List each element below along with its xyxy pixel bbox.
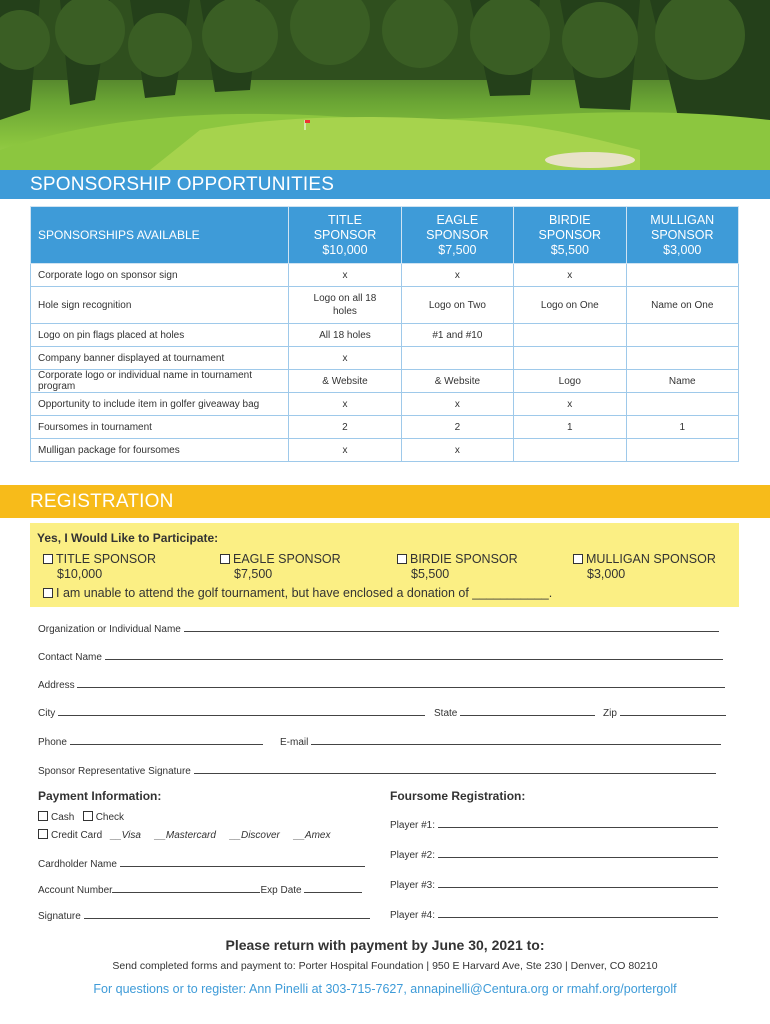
golf-course-photo	[0, 0, 770, 170]
address-input-line[interactable]	[77, 677, 725, 688]
field-label: Player #2:	[390, 850, 436, 861]
player-3-input-line[interactable]	[438, 877, 718, 888]
state-field[interactable]	[434, 705, 595, 719]
option-birdie-sponsor[interactable]	[397, 552, 518, 582]
table-cell	[626, 264, 738, 287]
option-label: TITLE SPONSOR	[56, 552, 157, 566]
card-mastercard[interactable]: __Mastercard	[154, 830, 216, 841]
sponsor-signature-input-line[interactable]	[194, 763, 716, 774]
exp-date-label: Exp Date	[260, 885, 302, 896]
table-cell: 2	[401, 416, 513, 439]
field-label: Player #3:	[390, 880, 436, 891]
address-field[interactable]	[38, 677, 725, 691]
table-cell: Logo	[514, 370, 626, 393]
organization-field[interactable]	[38, 621, 719, 635]
option-price: $3,000	[587, 567, 626, 581]
field-label: City	[38, 708, 56, 719]
table-row	[31, 370, 739, 393]
field-label: Phone	[38, 737, 67, 748]
checkbox-birdie-sponsor[interactable]	[397, 554, 407, 564]
table-cell: Logo on Two	[401, 287, 513, 324]
column-header-sponsorships: SPONSORSHIPS AVAILABLE	[31, 207, 289, 264]
checkbox-check[interactable]	[83, 811, 93, 821]
option-mulligan-sponsor[interactable]	[573, 552, 716, 582]
payment-signature-field[interactable]	[38, 908, 370, 922]
field-label: Signature	[38, 911, 81, 922]
field-label: Organization or Individual Name	[38, 624, 181, 635]
field-label: Contact Name	[38, 652, 102, 663]
email-field[interactable]	[280, 734, 721, 748]
table-row	[31, 264, 739, 287]
zip-input-line[interactable]	[620, 705, 726, 716]
donation-label: I am unable to attend the golf tournament, but have enclosed a donation of ___________.	[56, 586, 553, 600]
foursome-section-title: Foursome Registration:	[390, 789, 526, 803]
phone-field[interactable]	[38, 734, 263, 748]
field-label: Account Number	[38, 885, 113, 896]
checkbox-eagle-sponsor[interactable]	[220, 554, 230, 564]
player-2-input-line[interactable]	[438, 847, 718, 858]
player-1-input-line[interactable]	[438, 817, 718, 828]
donation-option[interactable]	[43, 586, 552, 600]
option-label: MULLIGAN SPONSOR	[586, 552, 716, 566]
column-header-mulligan-sponsor: MULLIGAN SPONSOR $3,000	[626, 207, 738, 264]
mailing-address: Send completed forms and payment to: Porter Hospital Foundation | 950 E Harvard Ave, Ste 230 | Denver, CO 80210	[112, 960, 658, 972]
table-cell: All 18 holes	[289, 324, 401, 347]
row-label: Corporate logo on sponsor sign	[31, 264, 289, 287]
table-cell	[626, 393, 738, 416]
player-4-field[interactable]	[390, 907, 718, 921]
table-cell: #1 and #10	[401, 324, 513, 347]
field-label: E-mail	[280, 737, 309, 748]
field-label: State	[434, 708, 458, 719]
field-label: Cardholder Name	[38, 859, 117, 870]
option-price: $5,500	[411, 567, 450, 581]
cardholder-field[interactable]	[38, 856, 365, 870]
sponsorship-table	[30, 206, 739, 462]
golf-course-illustration	[0, 0, 770, 170]
table-cell: Name on One	[626, 287, 738, 324]
table-cell: x	[289, 393, 401, 416]
option-price: $10,000	[57, 567, 103, 581]
contact-info[interactable]: For questions or to register: Ann Pinelli at 303-715-7627, annapinelli@Centura.org or rmahf.org/portergolf	[93, 982, 677, 996]
table-cell: x	[514, 393, 626, 416]
contact-name-input-line[interactable]	[105, 649, 723, 660]
table-row	[31, 439, 739, 462]
row-label: Mulligan package for foursomes	[31, 439, 289, 462]
exp-date-input-line[interactable]	[304, 882, 362, 893]
table-cell: 1	[626, 416, 738, 439]
field-label: Player #1:	[390, 820, 436, 831]
row-label: Logo on pin flags placed at holes	[31, 324, 289, 347]
checkbox-donation[interactable]	[43, 588, 53, 598]
table-cell: x	[401, 264, 513, 287]
field-label: Zip	[603, 708, 617, 719]
option-eagle-sponsor[interactable]	[220, 552, 341, 582]
checkbox-mulligan-sponsor[interactable]	[573, 554, 583, 564]
table-cell: x	[289, 439, 401, 462]
phone-input-line[interactable]	[70, 734, 263, 745]
table-cell	[514, 324, 626, 347]
column-header-eagle-sponsor: EAGLE SPONSOR $7,500	[401, 207, 513, 264]
field-label: Address	[38, 680, 75, 691]
state-input-line[interactable]	[460, 705, 595, 716]
table-cell: 1	[514, 416, 626, 439]
credit-card-row	[38, 830, 330, 841]
account-number-input-line[interactable]	[112, 882, 260, 893]
checkbox-credit-card[interactable]	[38, 829, 48, 839]
table-row	[31, 416, 739, 439]
table-cell: Logo on all 18 holes	[289, 287, 401, 324]
organization-input-line[interactable]	[184, 621, 719, 632]
field-label: Sponsor Representative Signature	[38, 766, 191, 777]
table-cell	[626, 439, 738, 462]
table-cell: x	[514, 264, 626, 287]
table-cell: & Website	[401, 370, 513, 393]
table-cell: & Website	[289, 370, 401, 393]
sponsorship-table-header	[31, 207, 739, 264]
row-label: Hole sign recognition	[31, 287, 289, 324]
sponsor-signature-field[interactable]	[38, 763, 716, 777]
option-label: BIRDIE SPONSOR	[410, 552, 518, 566]
table-row	[31, 347, 739, 370]
payment-section-title: Payment Information:	[38, 789, 162, 803]
email-input-line[interactable]	[311, 734, 721, 745]
table-cell: Name	[626, 370, 738, 393]
check-label: Check	[95, 812, 125, 823]
player-1-field[interactable]	[390, 817, 718, 831]
player-4-input-line[interactable]	[438, 907, 718, 918]
table-row	[31, 324, 739, 347]
payment-method-row	[38, 812, 124, 823]
option-label: EAGLE SPONSOR	[233, 552, 341, 566]
city-input-line[interactable]	[58, 705, 425, 716]
cash-label: Cash	[51, 812, 75, 823]
player-3-field[interactable]	[390, 877, 718, 891]
row-label: Opportunity to include item in golfer giveaway bag	[31, 393, 289, 416]
table-cell	[401, 347, 513, 370]
checkbox-cash[interactable]	[38, 811, 48, 821]
field-label: Player #4:	[390, 910, 436, 921]
contact-name-field[interactable]	[38, 649, 723, 663]
payment-signature-input-line[interactable]	[84, 908, 370, 919]
credit-card-label: Credit Card	[51, 830, 103, 841]
table-cell: Logo on One	[514, 287, 626, 324]
checkbox-title-sponsor[interactable]	[43, 554, 53, 564]
participation-question: Yes, I Would Like to Participate:	[37, 531, 219, 545]
player-2-field[interactable]	[390, 847, 718, 861]
row-label: Foursomes in tournament	[31, 416, 289, 439]
sponsorship-section-header: SPONSORSHIP OPPORTUNITIES	[0, 170, 770, 199]
card-visa[interactable]: __Visa	[110, 830, 141, 841]
table-cell	[514, 347, 626, 370]
option-title-sponsor[interactable]	[43, 552, 156, 582]
row-label: Corporate logo or individual name in tournament program	[31, 370, 289, 393]
card-discover[interactable]: __Discover	[229, 830, 280, 841]
table-cell	[626, 347, 738, 370]
table-cell: x	[401, 439, 513, 462]
return-deadline: Please return with payment by June 30, 2021 to:	[225, 937, 545, 953]
table-cell: 2	[289, 416, 401, 439]
table-cell: x	[289, 347, 401, 370]
column-header-title-sponsor: TITLE SPONSOR $10,000	[289, 207, 401, 264]
card-amex[interactable]: __Amex	[293, 830, 331, 841]
cardholder-input-line[interactable]	[120, 856, 365, 867]
city-field[interactable]	[38, 705, 425, 719]
table-row	[31, 393, 739, 416]
registration-section-header: REGISTRATION	[0, 485, 770, 518]
zip-field[interactable]	[603, 705, 726, 719]
row-label: Company banner displayed at tournament	[31, 347, 289, 370]
column-header-birdie-sponsor: BIRDIE SPONSOR $5,500	[514, 207, 626, 264]
participation-box	[30, 523, 739, 607]
account-number-field[interactable]	[38, 882, 362, 896]
table-cell	[626, 324, 738, 347]
option-price: $7,500	[234, 567, 273, 581]
table-cell: x	[401, 393, 513, 416]
table-cell: x	[289, 264, 401, 287]
table-row	[31, 287, 739, 324]
table-cell	[514, 439, 626, 462]
